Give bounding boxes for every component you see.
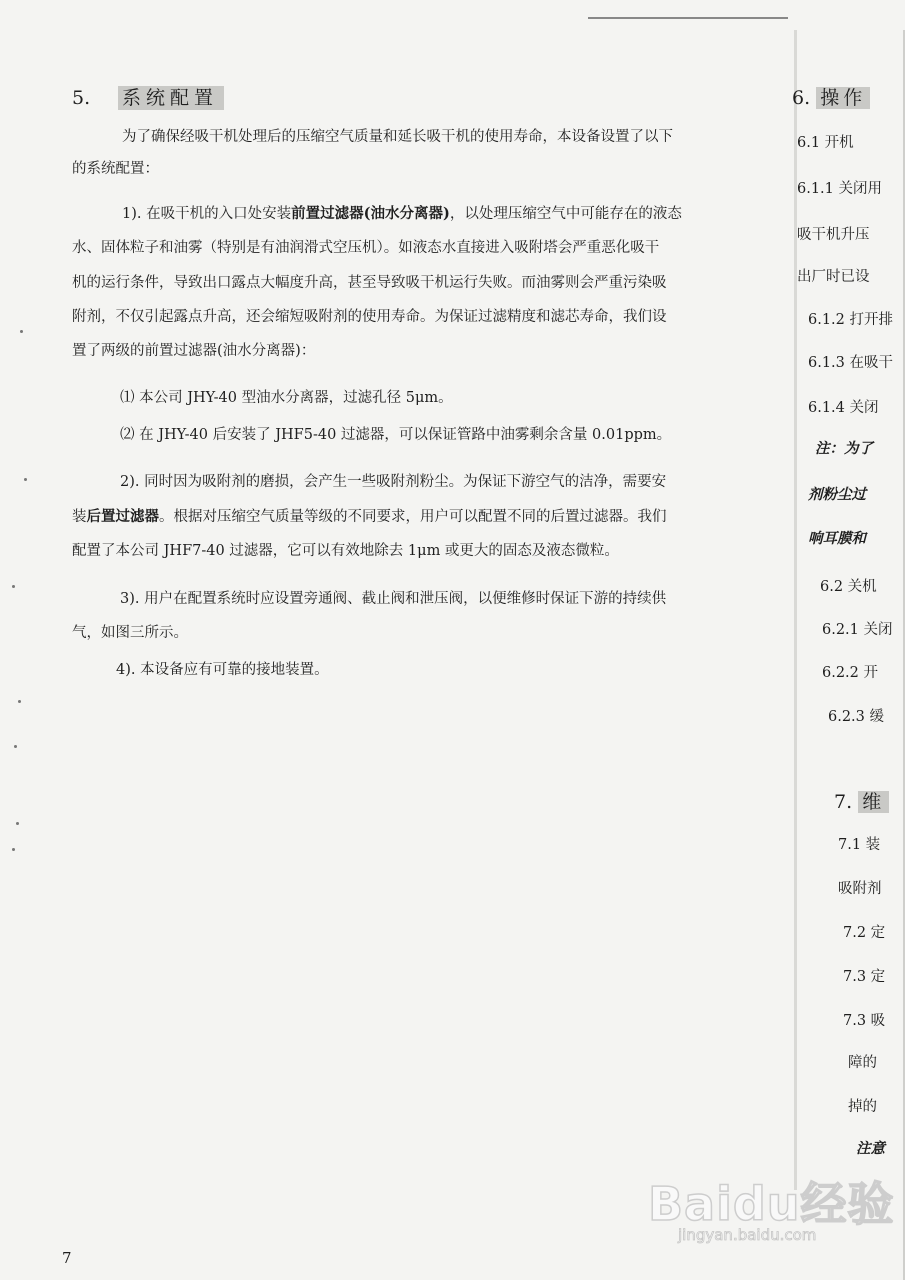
right-line-7-3c: 障的	[848, 1055, 877, 1071]
right-line-6-2-2: 6.2.2 开	[822, 665, 879, 681]
section-title: 系统配置	[118, 86, 224, 110]
right-note-2: 剂粉尘过	[808, 486, 866, 503]
right-note-1: 注：为了	[815, 440, 873, 457]
item1-sub-2: ⑵ 在 JHY-40 后安装了 JHF5-40 过滤器，可以保证管路中油雾剩余含量 0.01ppm。	[120, 427, 672, 443]
scan-speck	[16, 822, 19, 825]
right-note-3: 响耳膜和	[808, 530, 866, 547]
right-note-7: 注意	[856, 1140, 885, 1157]
right-heading-number: 6.	[792, 87, 811, 109]
item1-line-3: 机的运行条件，导致出口露点大幅度升高，甚至导致吸干机运行失败。而油雾则会严重污染吸	[72, 275, 667, 291]
item1-line-4: 附剂，不仅引起露点升高，还会缩短吸附剂的使用寿命。为保证过滤精度和滤芯寿命，我们设	[72, 309, 667, 325]
section-heading	[72, 84, 224, 112]
item2-text-pre: 装	[72, 509, 87, 525]
right-line-7-2: 7.2 定	[843, 925, 886, 941]
right-heading-7	[834, 788, 902, 816]
scan-speck	[14, 745, 17, 748]
right-line-7-3a: 7.3 定	[843, 969, 886, 985]
right-heading-title: 操作	[816, 87, 870, 109]
baidu-jingyan-watermark	[640, 1160, 895, 1270]
scan-speck	[20, 330, 23, 333]
item2-line-2	[72, 506, 796, 528]
item1-line-2: 水、固体粒子和油雾（特别是有油润滑式空压机）。如液态水直接进入吸附塔会严重恶化吸干	[72, 240, 660, 256]
intro-line-2: 的系统配置：	[72, 161, 159, 177]
watermark-logo: Baidu经验	[648, 1177, 895, 1231]
item1-bold-term: 前置过滤器(油水分离器)	[291, 205, 450, 222]
right-line-6-1-2: 6.1.2 打开排	[808, 312, 894, 328]
section-number: 5.	[72, 87, 91, 109]
right-line-6-1-1b: 吸干机升压	[797, 227, 870, 243]
right-line-6-2-1: 6.2.1 关闭	[822, 622, 893, 638]
right-line-6-1-1c: 出厂时已设	[797, 269, 870, 285]
right-line-7-3d: 掉的	[848, 1099, 877, 1115]
item1-line-5: 置了两级的前置过滤器(油水分离器)：	[72, 343, 316, 359]
right-line-6-1-4: 6.1.4 关闭	[808, 400, 879, 416]
right-line-7-3b: 7.3 吸	[843, 1013, 886, 1029]
item2-text-post: 。根据对压缩空气质量等级的不同要求，用户可以配置不同的后置过滤器。我们	[159, 509, 667, 525]
scan-speck	[12, 848, 15, 851]
watermark-url: jingyan.baidu.com	[678, 1226, 817, 1244]
item3-line-1: 3). 用户在配置系统时应设置旁通阀、截止阀和泄压阀，以便维修时保证下游的持续供	[120, 591, 667, 607]
right-heading-6	[792, 84, 902, 112]
scan-speck	[12, 585, 15, 588]
right-line-6-2: 6.2 关机	[820, 579, 877, 595]
item2-line-1: 2). 同时因为吸附剂的磨损，会产生一些吸附剂粉尘。为保证下游空气的洁净，需要安	[120, 474, 667, 490]
item1-text-pre: 1). 在吸干机的入口处安装	[122, 206, 292, 222]
right-heading7-number: 7.	[834, 791, 853, 813]
item3-line-2: 气，如图三所示。	[72, 625, 188, 641]
right-line-6-2-3: 6.2.3 缓	[828, 709, 885, 725]
intro-line-1: 为了确保经吸干机处理后的压缩空气质量和延长吸干机的使用寿命，本设备设置了以下	[122, 129, 673, 145]
right-line-6-1-1: 6.1.1 关闭用	[797, 181, 883, 197]
scan-edge-line	[588, 17, 788, 19]
right-heading7-title: 维	[858, 791, 889, 813]
item1-line-1	[72, 203, 796, 225]
right-line-6-1: 6.1 开机	[797, 135, 854, 151]
scan-speck	[18, 700, 21, 703]
item1-sub-1: ⑴ 本公司 JHY-40 型油水分离器，过滤孔径 5μm。	[120, 390, 453, 406]
right-line-7-1: 7.1 装	[838, 837, 881, 853]
item2-bold-term: 后置过滤器	[86, 508, 159, 525]
item2-line-3: 配置了本公司 JHF7-40 过滤器，它可以有效地除去 1μm 或更大的固态及液态微粒。	[72, 543, 619, 559]
right-line-6-1-3: 6.1.3 在吸干	[808, 355, 894, 371]
right-line-7-1b: 吸附剂	[838, 881, 882, 897]
item1-text-post: ，以处理压缩空气中可能存在的液态	[449, 206, 682, 222]
page-number: 7	[62, 1249, 72, 1267]
scan-speck	[24, 478, 27, 481]
item4-line: 4). 本设备应有可靠的接地装置。	[116, 662, 329, 678]
